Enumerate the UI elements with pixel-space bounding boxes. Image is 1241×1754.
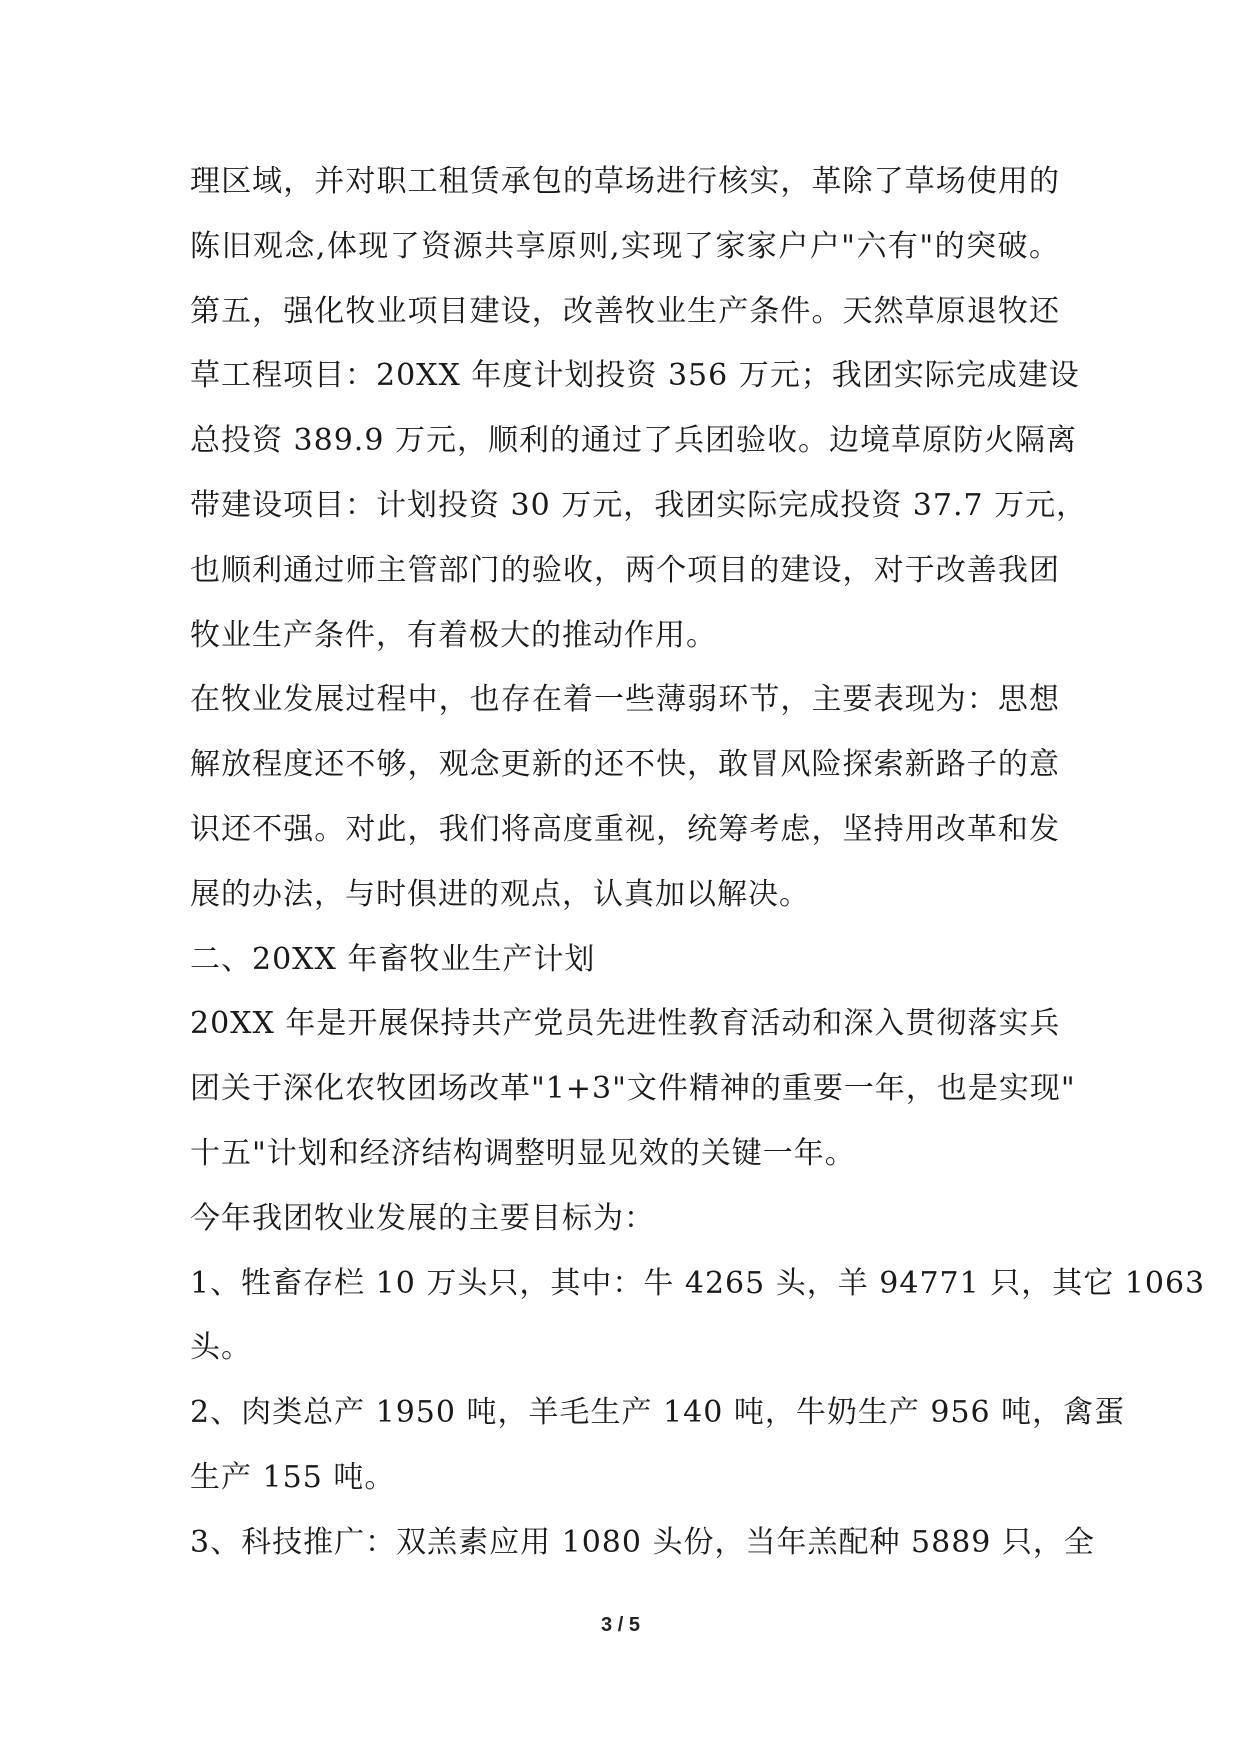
text-line: 理区域，并对职工租赁承包的草场进行核实，革除了草场使用的	[190, 164, 1060, 199]
text-line: 展的办法，与时俱进的观点，认真加以解决。	[190, 876, 810, 912]
text-line: 解放程度还不够，观念更新的还不快，敢冒风险探索新路子的意	[190, 747, 1060, 783]
text-line: 第五，强化牧业项目建设，改善牧业生产条件。天然草原退牧还	[190, 293, 1060, 329]
text-line: 二、20XX 年畜牧业生产计划	[190, 941, 596, 977]
text-line: 2、肉类总产 1950 吨，羊毛生产 140 吨，牛奶生产 956 吨，禽蛋	[190, 1395, 1126, 1431]
text-line: 团关于深化农牧团场改革"1+3"文件精神的重要一年，也是实现"	[190, 1071, 1076, 1107]
text-line: 3、科技推广：双羔素应用 1080 头份，当年羔配种 5889 只，全	[190, 1524, 1095, 1560]
text-line: 识还不强。对此，我们将高度重视，统筹考虑，坚持用改革和发	[190, 811, 1060, 847]
text-line: 带建设项目：计划投资 30 万元，我团实际完成投资 37.7 万元，	[190, 487, 1088, 523]
text-line: 陈旧观念,体现了资源共享原则,实现了家家户户"六有"的突破。	[190, 228, 1060, 264]
text-line: 生产 155 吨。	[190, 1459, 396, 1495]
text-line: 20XX 年是开展保持共产党员先进性教育活动和深入贯彻落实兵	[190, 1006, 1061, 1042]
text-line: 牧业生产条件，有着极大的推动作用。	[190, 617, 717, 653]
text-line: 今年我团牧业发展的主要目标为：	[190, 1200, 655, 1236]
text-line: 总投资 389.9 万元，顺利的通过了兵团验收。边境草原防火隔离	[190, 423, 1077, 459]
page-number: 3 / 5	[601, 1614, 640, 1636]
text-line: 十五"计划和经济结构调整明显见效的关键一年。	[190, 1135, 856, 1171]
text-line: 头。	[190, 1330, 252, 1366]
document-body	[190, 150, 1206, 1576]
text-line: 也顺利通过师主管部门的验收，两个项目的建设，对于改善我团	[190, 552, 1060, 588]
text-line: 草工程项目：20XX 年度计划投资 356 万元；我团实际完成建设	[190, 358, 1080, 394]
text-line: 在牧业发展过程中，也存在着一些薄弱环节，主要表现为：思想	[190, 682, 1060, 718]
text-line: 1、牲畜存栏 10 万头只，其中：牛 4265 头，羊 94771 只，其它 1063	[190, 1265, 1206, 1301]
